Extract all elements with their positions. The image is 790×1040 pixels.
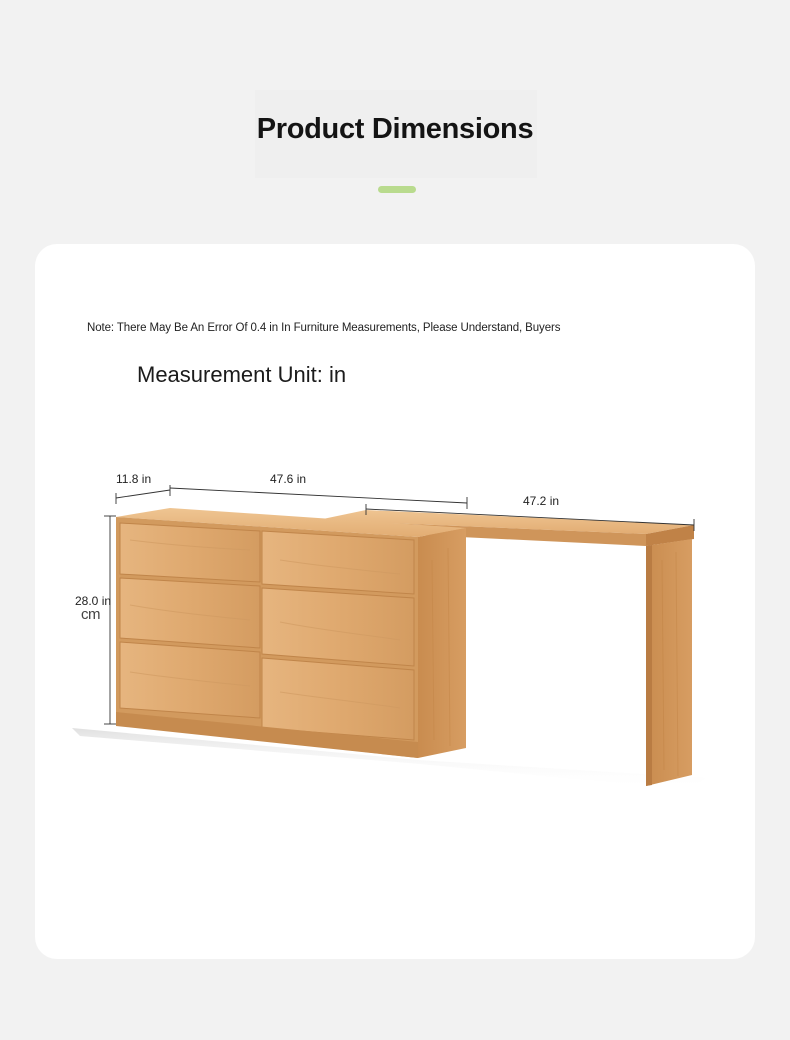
page-title: Product Dimensions [256,113,534,145]
cabinet-width-dimension-line [170,488,467,503]
cabinet-width-label: 47.6 in [270,472,307,486]
measurement-unit-label: Measurement Unit: in [137,362,347,387]
desk-width-label: 47.2 in [523,494,560,508]
depth-label: 11.8 in [116,472,152,486]
measurement-note: Note: There May Be An Error Of 0.4 in In Furniture Measurements, Please Understand, Buyers [87,322,561,334]
dresser-cabinet [116,508,466,758]
depth-dimension-line [116,490,170,498]
height-unit-fragment: cm [81,606,100,623]
height-label: 28.0 in [75,594,112,608]
